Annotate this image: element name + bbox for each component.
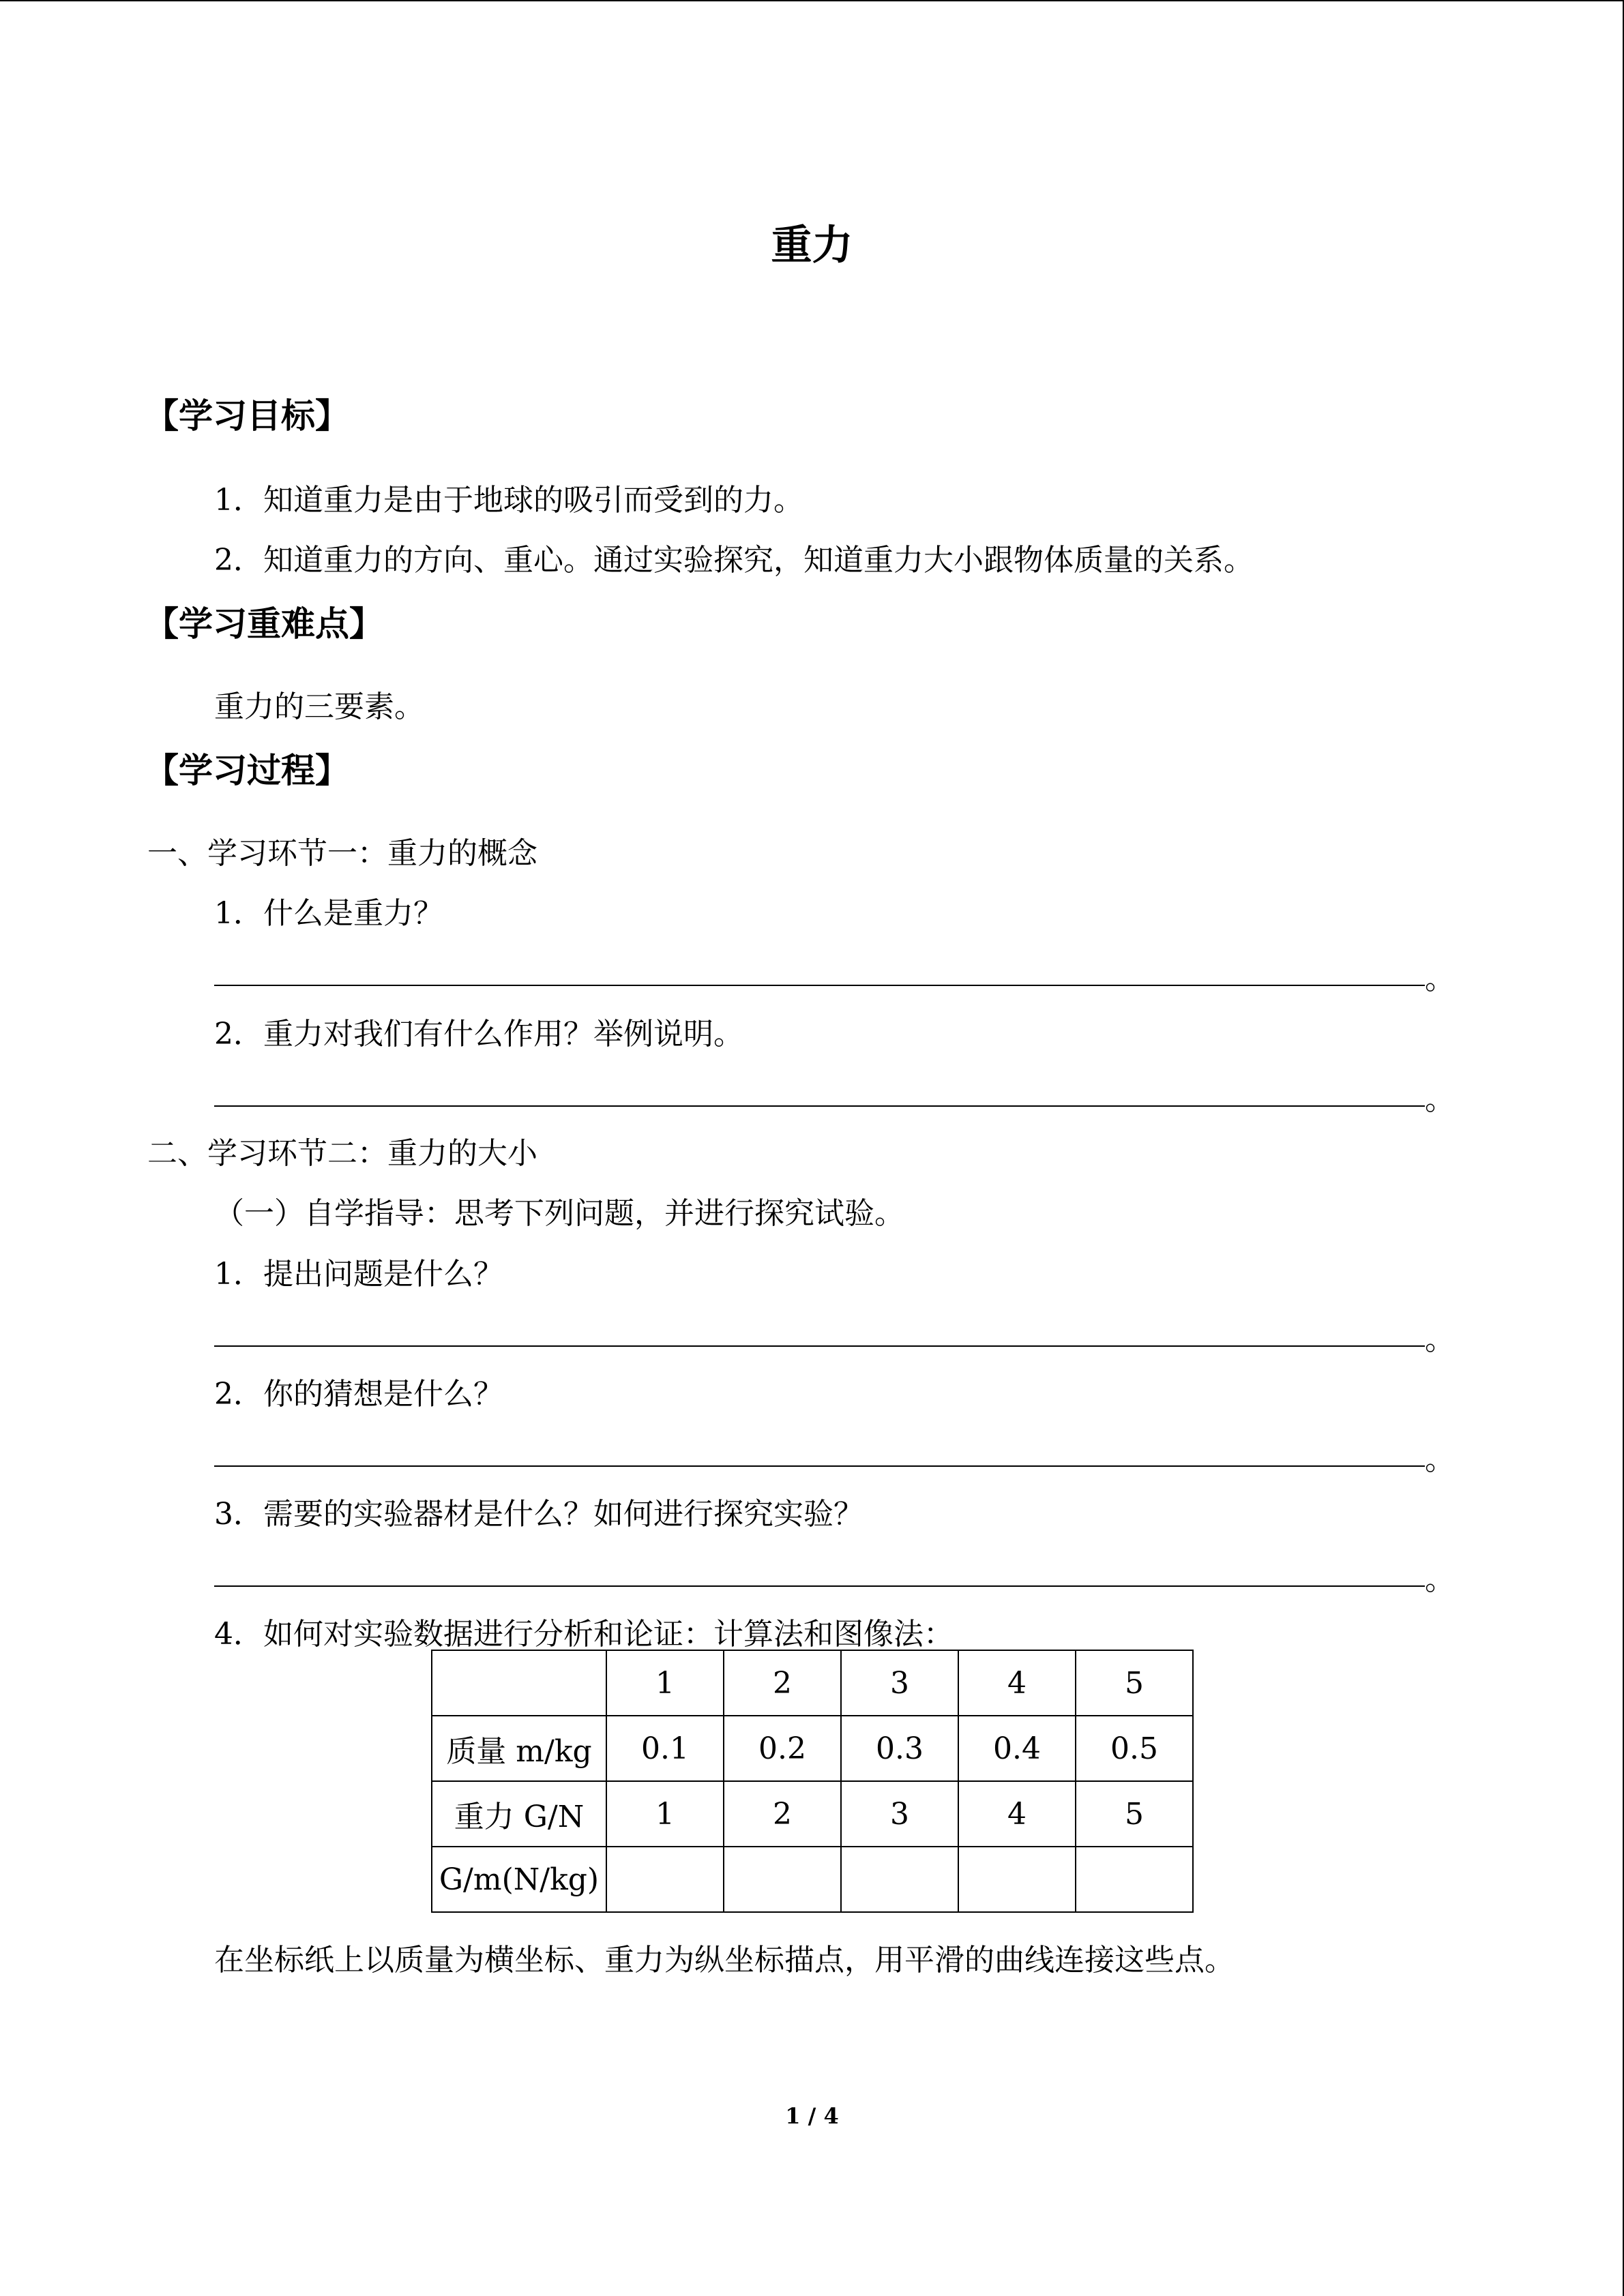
answer-line-end-4: 。 [1425,1442,1455,1477]
table-header-cell: 3 [841,1650,958,1716]
table-cell: 2 [724,1781,841,1847]
table-cell: 0.2 [724,1716,841,1781]
part2-guide: （一）自学指导：思考下列问题，并进行探究试验。 [214,1196,904,1231]
table-header-cell: 5 [1076,1650,1193,1716]
page-number: 1 / 4 [785,2103,839,2129]
answer-line-2[interactable] [214,1105,1425,1107]
difficulty-text: 重力的三要素。 [214,689,424,724]
table-row-mass [432,1716,1193,1781]
table-input-cell[interactable] [958,1847,1076,1912]
part1-question-1: 1．什么是重力？ [214,896,443,931]
table-cell: 0.1 [606,1716,724,1781]
page-title: 重力 [771,222,853,269]
table-cell: 3 [841,1781,958,1847]
page-border-top [0,0,1624,1]
table-input-cell[interactable] [724,1847,841,1912]
part2-question-1: 1．提出问题是什么？ [214,1257,503,1292]
table-header-cell: 4 [958,1650,1076,1716]
table-input-cell[interactable] [1076,1847,1193,1912]
table-cell: 0.4 [958,1716,1076,1781]
table-cell: 0.3 [841,1716,958,1781]
part2-question-3: 3．需要的实验器材是什么？如何进行探究实验？ [214,1497,863,1532]
table-input-cell[interactable] [606,1847,724,1912]
goal-item-2: 2．知道重力的方向、重心。通过实验探究，知道重力大小跟物体质量的关系。 [214,543,1254,578]
table-cell: 5 [1076,1781,1193,1847]
part1-heading: 一、学习环节一：重力的概念 [147,836,537,871]
experiment-data-table [431,1650,1194,1913]
part2-question-2: 2．你的猜想是什么？ [214,1377,503,1412]
table-input-cell[interactable] [841,1847,958,1912]
part2-heading: 二、学习环节二：重力的大小 [147,1136,537,1171]
table-header-cell: 2 [724,1650,841,1716]
table-cell: 1 [606,1781,724,1847]
table-row-label: 重力 G/N [432,1781,606,1847]
table-row-label: 质量 m/kg [432,1716,606,1781]
process-heading: 【学习过程】 [145,751,349,790]
difficulty-heading: 【学习重难点】 [145,604,383,644]
table-cell: 0.5 [1076,1716,1193,1781]
part2-question-4: 4．如何对实验数据进行分析和论证：计算法和图像法： [214,1617,954,1652]
answer-line-end-5: 。 [1425,1562,1455,1597]
goal-item-1: 1．知道重力是由于地球的吸引而受到的力。 [214,483,803,518]
table-header-row [432,1650,1193,1716]
table-row-label: G/m(N/kg) [432,1847,606,1912]
closing-text: 在坐标纸上以质量为横坐标、重力为纵坐标描点，用平滑的曲线连接这些点。 [214,1943,1235,1978]
table-cell: 4 [958,1781,1076,1847]
answer-line-3[interactable] [214,1345,1425,1347]
answer-line-end-2: 。 [1425,1082,1455,1117]
table-row-ratio [432,1847,1193,1912]
goals-heading: 【学习目标】 [145,396,349,436]
part1-question-2: 2．重力对我们有什么作用？举例说明。 [214,1017,743,1052]
answer-line-1[interactable] [214,985,1425,986]
answer-line-4[interactable] [214,1465,1425,1467]
table-header-cell [432,1650,606,1716]
answer-line-5[interactable] [214,1585,1425,1587]
answer-line-end-3: 。 [1425,1322,1455,1357]
table-header-cell: 1 [606,1650,724,1716]
table-row-gravity [432,1781,1193,1847]
answer-line-end-1: 。 [1425,961,1455,996]
